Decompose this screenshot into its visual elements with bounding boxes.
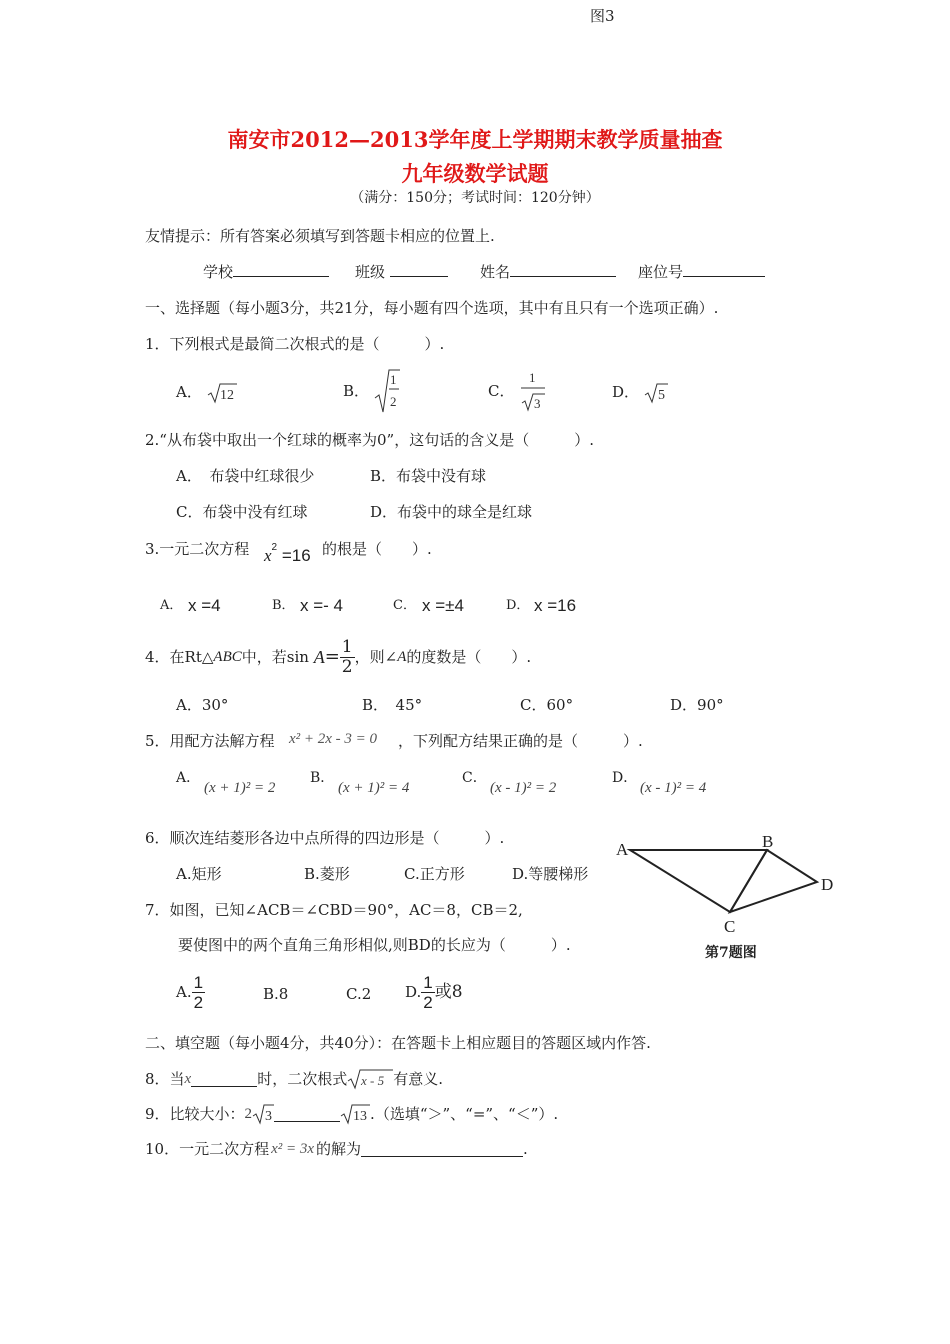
q9-blank[interactable]	[274, 1107, 340, 1122]
q4-eq: =	[324, 646, 340, 667]
school-blank[interactable]	[233, 262, 329, 277]
question-5-pre: 5．用配方法解方程	[145, 732, 275, 750]
q7-option-d	[405, 968, 463, 1016]
q10-equation: x² = 3x	[271, 1141, 315, 1157]
q6-option-a: A.矩形	[176, 865, 222, 883]
sqrt-half-den: 2	[389, 394, 397, 409]
q5-label-c: C．	[462, 770, 487, 786]
seat-blank[interactable]	[683, 262, 765, 277]
point-c-label: C	[724, 917, 736, 936]
sqrt-x-minus-5	[347, 1068, 393, 1090]
q7-label-d: D.	[405, 983, 422, 1001]
q2-option-d: D．布袋中的球全是红球	[370, 503, 533, 521]
q6-option-c: C.正方形	[404, 865, 465, 883]
q4-option-d: D．90°	[670, 696, 724, 714]
q1-option-b-label: B．	[343, 382, 370, 400]
q9-pre: 9．比较大小：	[145, 1105, 245, 1123]
seat-label: 座位号	[638, 263, 684, 281]
q7-option-a-fraction	[192, 974, 205, 1011]
q5-option-a: (x + 1)² = 2	[204, 780, 276, 796]
section-two-heading: 二、填空题（每小题4分，共40分）：在答题卡上相应题目的答题区域内作答.	[145, 1034, 651, 1052]
q1-option-d-label: D．	[612, 383, 640, 401]
question-10: 10．一元二次方程 x² = 3x 的解为 .	[145, 1140, 528, 1158]
q5-option-c: (x - 1)² = 2	[490, 780, 557, 796]
q3-label-b: B．	[272, 598, 295, 613]
question-4-stem	[145, 634, 531, 680]
q3-eq-base: x	[264, 546, 272, 565]
q10-pre: 10．一元二次方程	[145, 1140, 270, 1158]
q9-post: .（选填“＞”、“=”、“＜”）.	[370, 1105, 559, 1123]
q4-pre: 4．在Rt△	[145, 648, 214, 666]
q3-eq-exp: 2	[271, 542, 278, 554]
name-label: 姓名	[480, 263, 511, 281]
question-3-stem-post: 的根是（ ）.	[322, 540, 432, 558]
q5-option-d: (x - 1)² = 4	[640, 780, 707, 796]
q7-label-a: A.	[176, 983, 192, 1001]
q4-option-b: B． 45°	[362, 696, 423, 714]
q7-a-den: 2	[193, 992, 204, 1012]
sqrt-5	[644, 382, 668, 404]
seat-field	[638, 262, 765, 282]
q7-option-d-fraction	[421, 974, 434, 1011]
sqrt-5-radicand: 5	[657, 388, 665, 403]
q7-a-num: 1	[193, 972, 204, 992]
q8-mid: 时，二次根式	[257, 1070, 348, 1088]
figure-caption: 第7题图	[705, 945, 757, 961]
q3-option-c: x =±4	[422, 596, 464, 615]
point-d-label: D	[821, 875, 834, 894]
question-5-post: ，下列配方结果正确的是（ ）.	[398, 732, 643, 750]
exam-subtitle: 九年级数学试题	[401, 161, 549, 186]
name-field	[480, 262, 616, 282]
q4-triangle: ABC	[213, 649, 242, 665]
q6-option-b: B.菱形	[304, 865, 350, 883]
q9-left-coef: 2	[244, 1106, 253, 1122]
q8-post: 有意义.	[393, 1070, 444, 1088]
q4-post1: ，则∠	[354, 648, 398, 666]
sqrt-13	[340, 1103, 370, 1125]
q2-option-b: B．布袋中没有球	[370, 467, 487, 485]
triangle-cbd	[730, 850, 817, 912]
friendly-tip: 友情提示：所有答案必须填写到答题卡相应的位置上.	[145, 227, 495, 245]
q1-option-b	[343, 368, 400, 414]
question-2-stem: 2.“从布袋中取出一个红球的概率为0”，这句话的含义是（ ）.	[145, 431, 594, 449]
q2-option-a: A． 布袋中红球很少	[176, 467, 315, 485]
sqrt-12-radicand: 12	[219, 388, 234, 403]
q8-var: x	[184, 1071, 192, 1087]
question-1-stem: 1．下列根式是最简二次根式的是（ ）.	[145, 335, 445, 353]
q4-fraction	[340, 636, 355, 677]
sqrt-3	[252, 1103, 274, 1125]
q3-label-a: A．	[160, 598, 183, 613]
q3-label-c: C．	[393, 598, 416, 613]
q1-option-a-label: A．	[176, 383, 202, 401]
q4-var: A	[313, 647, 325, 667]
point-b-label: B	[762, 832, 774, 851]
q3-equation	[264, 542, 311, 566]
q5-option-b: (x + 1)² = 4	[338, 780, 410, 796]
q7-d-den: 2	[423, 992, 433, 1012]
q4-angle-var: A	[397, 649, 407, 665]
q5-label-b: B．	[310, 770, 335, 786]
q4-mid: 中，若sin	[241, 648, 309, 666]
q3-option-d: x =16	[534, 596, 577, 615]
q5-label-a: A．	[176, 770, 201, 786]
q9-right-radicand: 13	[353, 1109, 368, 1124]
school-label: 学校	[203, 263, 234, 281]
q1-option-c	[488, 368, 547, 414]
question-8	[145, 1068, 443, 1090]
question-7-stem-1: 7．如图，已知∠ACB＝∠CBD＝90°，AC＝8，CB＝2,	[145, 901, 523, 919]
question-9	[145, 1103, 558, 1125]
q3-eq-rhs: =16	[281, 546, 311, 565]
school-field	[203, 262, 329, 282]
q4-frac-num: 1	[341, 636, 353, 657]
q4-option-a: A．30°	[176, 696, 229, 714]
sqrt-half-num: 1	[389, 372, 397, 387]
q1-option-d	[612, 382, 668, 404]
q5-equation: x² + 2x - 3 = 0	[289, 731, 378, 747]
question-6-stem: 6．顺次连结菱形各边中点所得的四边形是（ ）.	[145, 829, 505, 847]
exam-title: 南安市2012—2013学年度上学期期末教学质量抽查	[227, 127, 723, 152]
q8-pre: 8．当	[145, 1070, 185, 1088]
class-blank[interactable]	[390, 262, 448, 277]
q10-blank[interactable]	[361, 1142, 523, 1157]
sqrt-12	[207, 382, 237, 404]
one-over-sqrt-3	[519, 368, 547, 414]
q3-label-d: D．	[506, 598, 530, 613]
q7-option-a	[176, 968, 205, 1016]
name-blank[interactable]	[510, 262, 616, 277]
q7-d-num: 1	[423, 972, 433, 992]
q7-d-suffix: 或8	[434, 982, 463, 1002]
one-over-sqrt-3-radicand: 3	[534, 396, 541, 411]
q4-option-c: C．60°	[520, 696, 574, 714]
q2-option-c: C．布袋中没有红球	[176, 503, 308, 521]
q5-label-d: D．	[612, 770, 638, 786]
one-over-sqrt-3-num: 1	[529, 370, 536, 385]
class-field	[355, 262, 448, 282]
class-label: 班级	[355, 263, 386, 281]
figure-reference: 图3	[590, 7, 615, 25]
q9-left-radicand: 3	[265, 1109, 273, 1124]
sqrt-half	[374, 368, 400, 414]
q10-post: 的解为	[316, 1140, 362, 1158]
q1-option-a	[176, 382, 237, 404]
q8-blank[interactable]	[191, 1072, 257, 1087]
question-7-stem-2: 要使图中的两个直角三角形相似,则BD的长应为（ ）.	[178, 936, 571, 954]
triangle-acb	[630, 850, 767, 912]
exam-info: （满分：150分；考试时间：120分钟）	[350, 190, 600, 206]
question-3-stem-pre: 3.一元二次方程	[145, 540, 250, 558]
point-a-label: A	[616, 840, 629, 859]
q1-option-c-label: C．	[488, 382, 515, 400]
q7-option-c: C.2	[346, 985, 372, 1003]
q6-option-d: D.等腰梯形	[512, 865, 589, 883]
q3-option-b: x =- 4	[300, 596, 343, 615]
q4-post2: 的度数是（ ）.	[406, 648, 532, 666]
section-one-heading: 一、选择题（每小题3分，共21分，每小题有四个选项，其中有且只有一个选项正确）.	[145, 299, 719, 317]
q8-radicand: x - 5	[361, 1073, 385, 1088]
q3-option-a: x =4	[188, 596, 221, 615]
q7-option-b: B.8	[263, 985, 289, 1003]
q4-frac-den: 2	[341, 656, 353, 677]
